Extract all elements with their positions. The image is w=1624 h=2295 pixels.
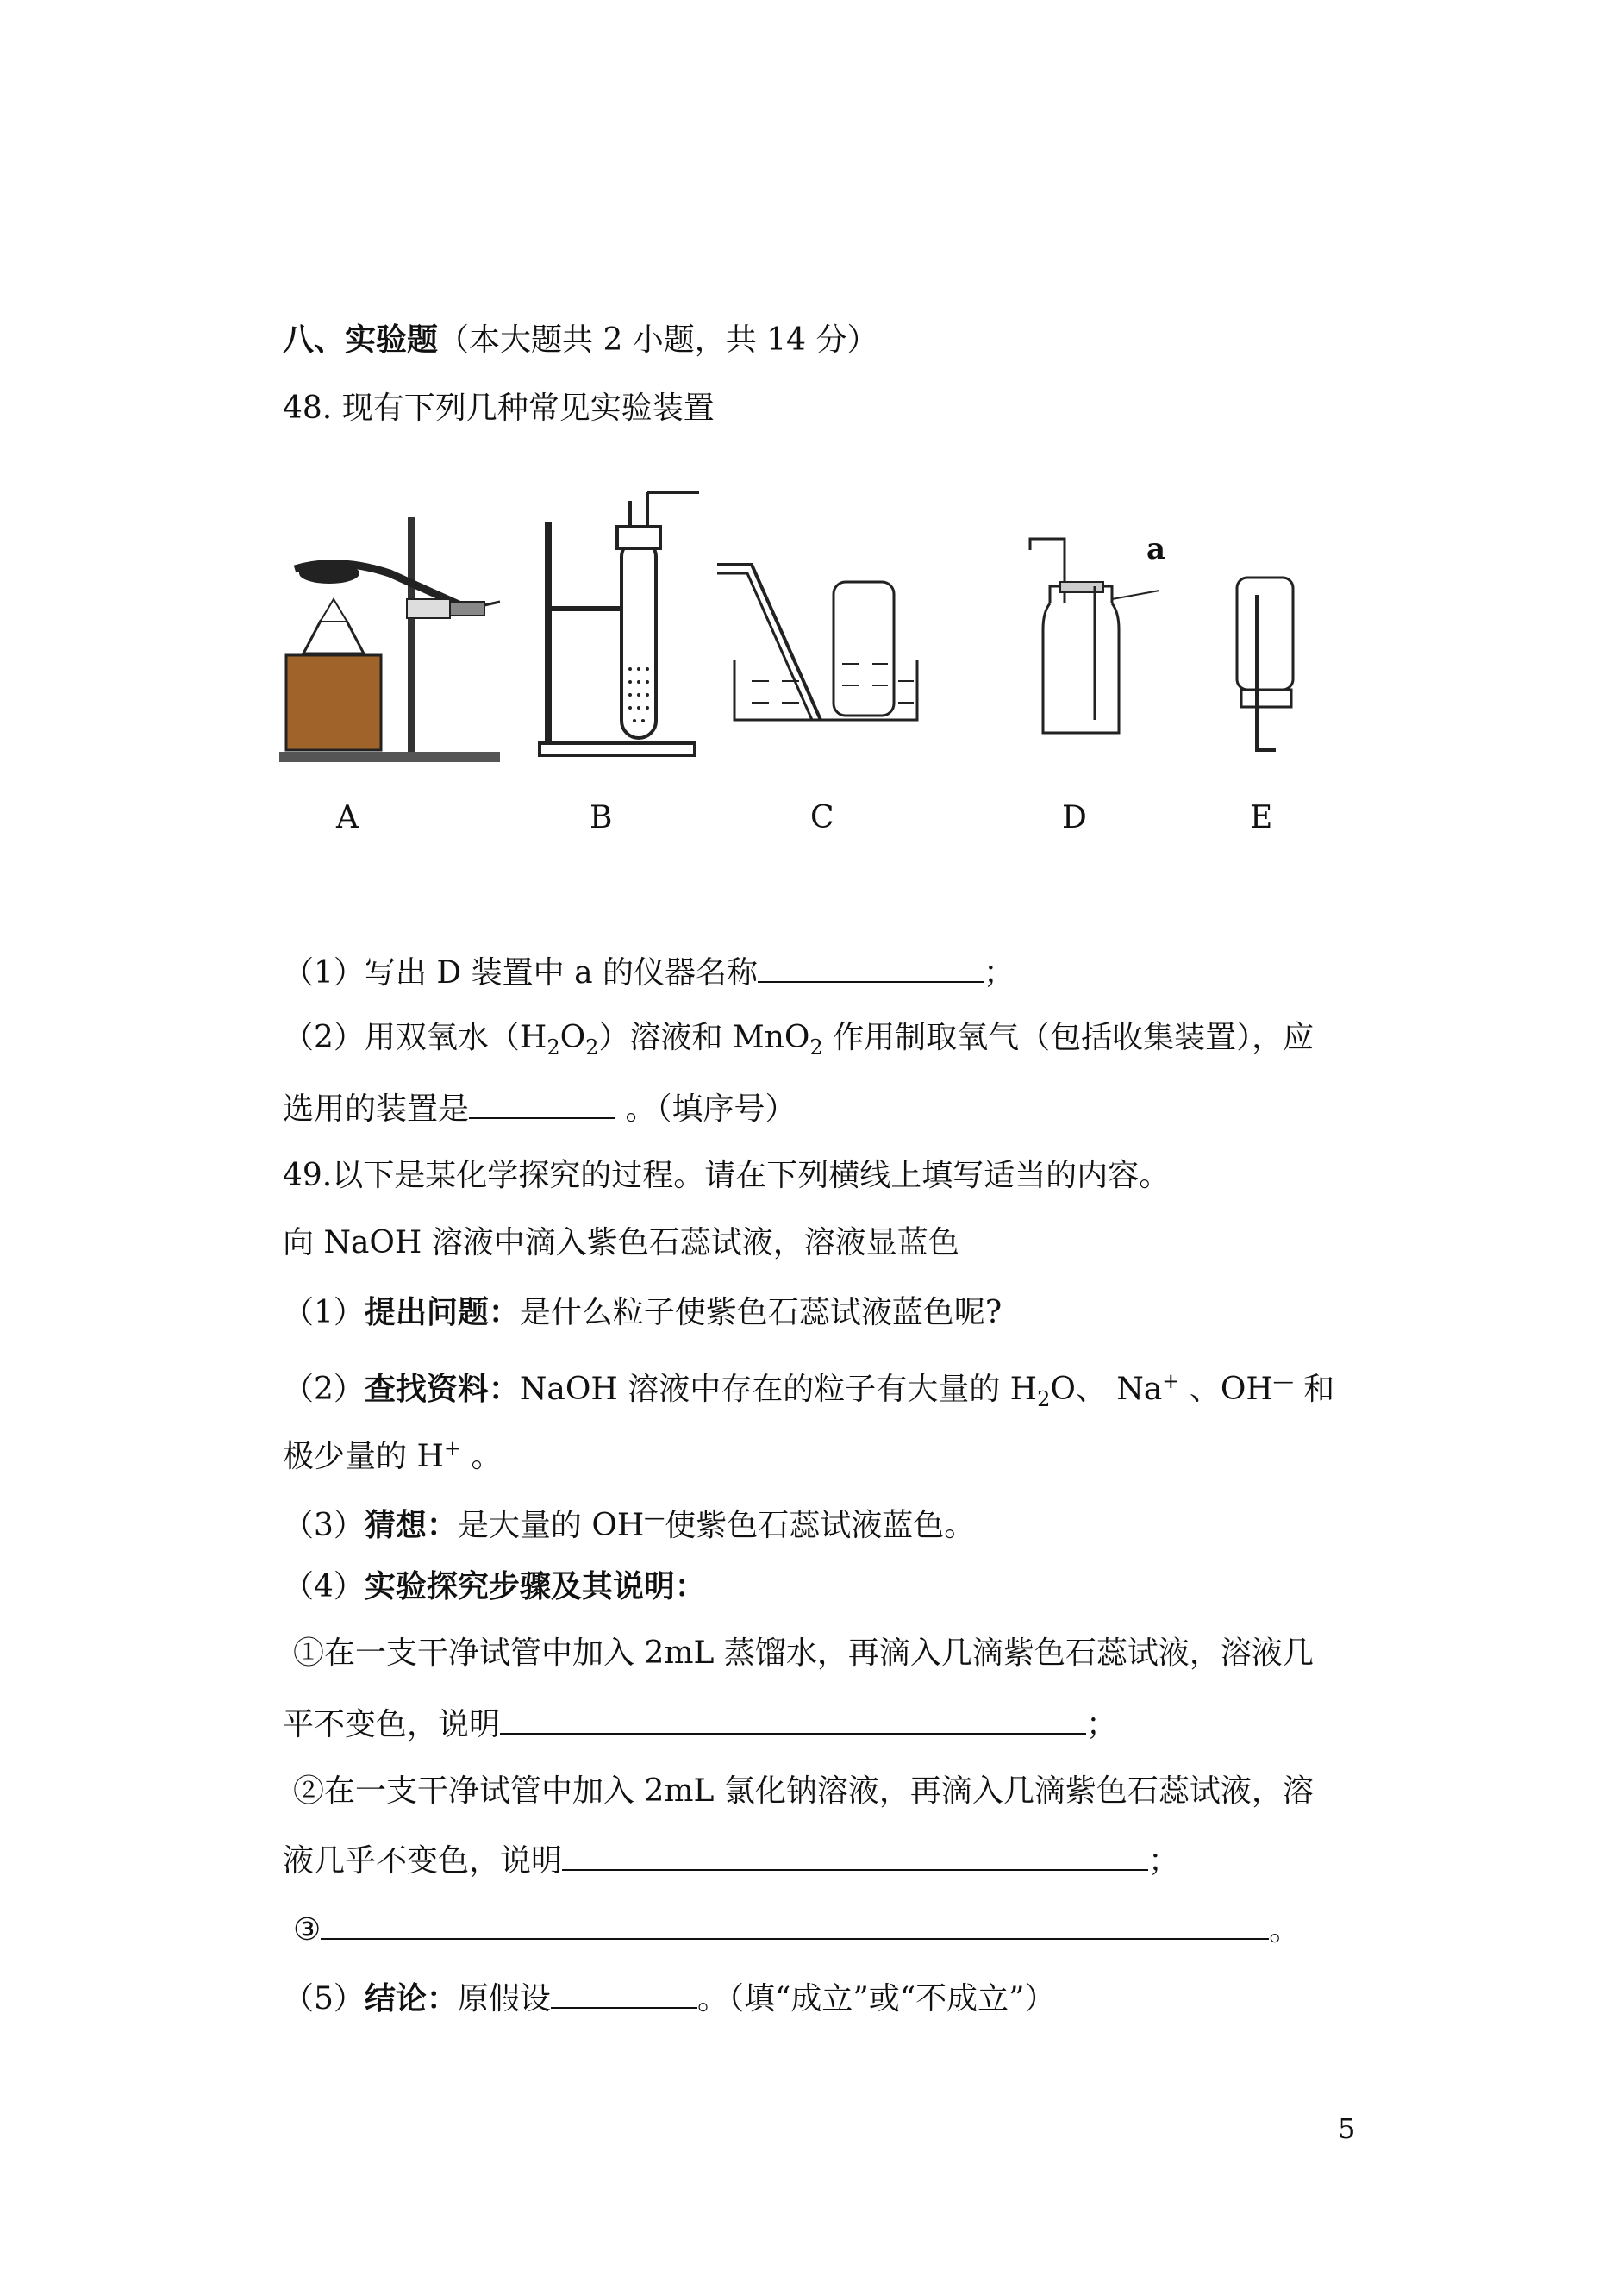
q49-step3: （3）猜想：是大量的 OH—使紫色石蕊试液蓝色。 — [283, 1505, 976, 1543]
apparatus-label-b: B — [590, 800, 613, 835]
apparatus-d-figure — [1026, 535, 1172, 741]
q49-step2-line2: 极少量的 H+ 。 — [283, 1436, 503, 1474]
section-title: 八、实验题 — [283, 322, 439, 358]
section-note: （本大题共 2 小题，共 14 分） — [438, 322, 878, 358]
q48-stem: 48. 现有下列几种常见实验装置 — [283, 391, 715, 426]
apparatus-label-c: C — [810, 800, 834, 835]
apparatus-label-a: A — [336, 800, 359, 835]
q49-sub2-line2: 液几乎不变色，说明 ； — [283, 1840, 1179, 1880]
q49-intro: 向 NaOH 溶液中滴入紫色石蕊试液，溶液显蓝色 — [283, 1225, 959, 1260]
apparatus-e-figure — [1190, 569, 1345, 759]
page-number: 5 — [1338, 2112, 1356, 2145]
q49-sub1-line1: ①在一支干净试管中加入 2mL 蒸馏水，再滴入几滴紫色石蕊试液，溶液几 — [293, 1635, 1314, 1671]
q49-stem: 49.以下是某化学探究的过程。请在下列横线上填写适当的内容。 — [283, 1158, 1171, 1193]
q48-part2-line2: 选用的装置是 。（填序号） — [283, 1088, 796, 1129]
answer-blank-49-1[interactable] — [500, 1704, 1086, 1735]
answer-blank-49-3[interactable] — [321, 1909, 1269, 1940]
apparatus-b-figure — [531, 488, 703, 764]
q49-step2-line1: （2）查找资料：NaOH 溶液中存在的粒子有大量的 $H_2O$、 Na+ 、OH— 和 — [283, 1369, 1335, 1412]
apparatus-label-e: E — [1250, 800, 1273, 835]
answer-blank-48-2[interactable] — [469, 1088, 615, 1119]
apparatus-label-d: D — [1062, 800, 1087, 835]
answer-blank-48-1[interactable] — [758, 952, 984, 983]
answer-blank-49-2[interactable] — [562, 1840, 1148, 1871]
q49-step5: （5）结论：原假设 。（填“成立”或“不成立”） — [283, 1978, 1056, 2018]
q48-part2-line1: （2）用双氧水$(H_2O_2)$溶液和 MnO$_2$ 作用制取氧气（包括收集装置），应 — [283, 1020, 1315, 1060]
apparatus-a-figure — [278, 509, 503, 767]
label-a: a — [1146, 535, 1166, 566]
apparatus-c-figure — [717, 535, 924, 733]
section-heading — [283, 321, 878, 360]
q49-sub2-line1: ②在一支干净试管中加入 2mL 氯化钠溶液，再滴入几滴紫色石蕊试液，溶 — [293, 1773, 1314, 1809]
q49-step4: （4）实验探究步骤及其说明： — [283, 1568, 706, 1604]
q49-sub1-line2: 平不变色，说明 ； — [283, 1704, 1117, 1744]
q49-sub3: ③ 。 — [293, 1909, 1300, 1949]
answer-blank-49-5[interactable] — [551, 1978, 697, 2009]
q48-part1: （1）写出 D 装置中 a 的仪器名称 ； — [283, 952, 1015, 992]
q49-step1: （1）提出问题：是什么粒子使紫色石蕊试液蓝色呢? — [283, 1294, 1003, 1330]
